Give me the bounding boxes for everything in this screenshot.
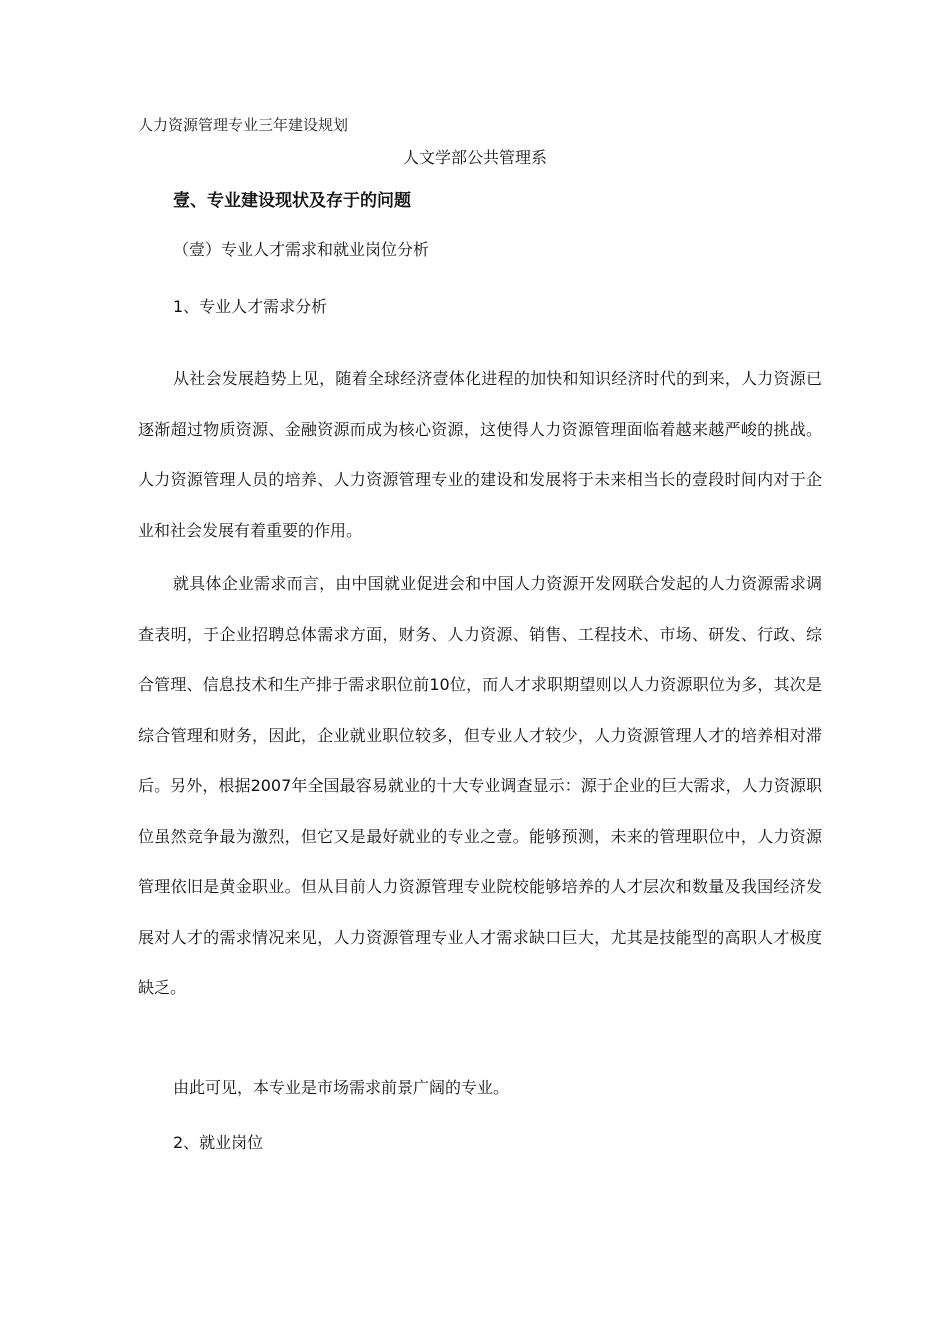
subsection-heading: （壹）专业人才需求和就业岗位分析	[173, 240, 430, 259]
section-heading: 壹、专业建设现状及存于的问题	[173, 191, 411, 211]
paragraph-enterprise-demand: 就具体企业需求而言，由中国就业促进会和中国人力资源开发网联合发起的人力资源需求调查表明，于企业招聘总体需求方面，财务、人力资源、销售、工程技术、市场、研发、行政、综合管理、信息技术和生产排于需求职位前10位，而人才求职期望则以人力资源职位为多，其次是综合管理和财务，因此，企业就业职位较多，但专业人才较少，人力资源管理人才的培养相对滞后。另外，根据2007年全国最容易就业的十大专业调查显示：源于企业的巨大需求，人力资源职位虽然竞争最为激烈，但它又是最好就业的专业之壹。能够预测，未来的管理职位中，人力资源管理依旧是黄金职业。但从目前人力资源管理专业院校能够培养的人才层次和数量及我国经济发展对人才的需求情况来见，人力资源管理专业人才需求缺口巨大，尤其是技能型的高职人才极度缺乏。	[138, 574, 822, 997]
paragraph-social-trend: 从社会发展趋势上见，随着全球经济壹体化进程的加快和知识经济时代的到来，人力资源已逐渐超过物质资源、金融资源而成为核心资源，这使得人力资源管理面临着越来越严峻的挑战。人力资源管理人员的培养、人力资源管理专业的建设和发展将于未来相当长的壹段时间内对于企业和社会发展有着重要的作用。	[138, 369, 822, 540]
department-name: 人文学部公共管理系	[402, 148, 547, 167]
paragraph-conclusion: 由此可见，本专业是市场需求前景广阔的专业。	[173, 1078, 510, 1097]
document-title: 人力资源管理专业三年建设规划	[138, 116, 349, 134]
item-heading-employment-posts: 2、就业岗位	[173, 1133, 264, 1152]
item-heading-talent-demand: 1、专业人才需求分析	[173, 297, 328, 316]
